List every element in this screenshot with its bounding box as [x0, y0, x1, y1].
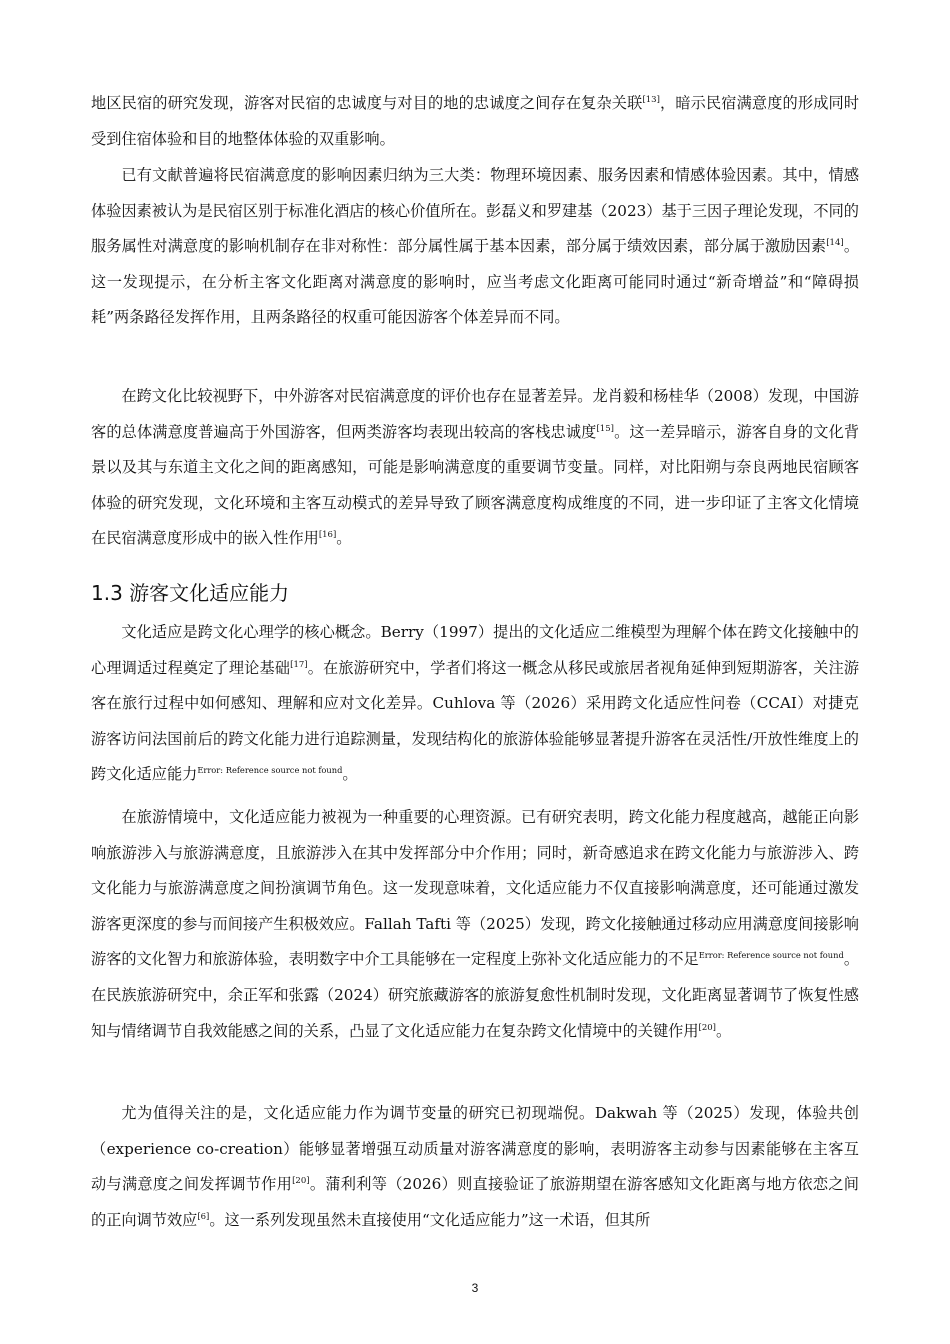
paragraph-text: 。蒲利利等（2026）则直接验证了旅游期望在游客感知文化距离与地方依恋之间的正向调节效应 — [91, 1175, 859, 1229]
paragraph-homestay-loyalty — [91, 86, 859, 157]
paragraph-text: 。在旅游研究中，学者们将这一概念从移民或旅居者视角延伸到短期游客，关注游客在旅行过程中如何感知、理解和应对文化差异。Cuhlova 等（2026）采用跨文化适应性问卷（CCAI）对捷克游客访问法国前后的跨文化能力进行追踪测量，发现结构化的旅游体验能够显著提升游客在灵活性/开放性维度上的跨文化适应能力 — [91, 658, 860, 784]
citation-marker: [13] — [642, 95, 660, 105]
paragraph-moderator-research — [91, 1096, 859, 1238]
paragraph-acculturation-concept — [91, 615, 859, 793]
paragraph-text: 地区民宿的研究发现，游客对民宿的忠诚度与对目的地的忠诚度之间存在复杂关联 — [91, 94, 643, 112]
citation-marker: [16] — [318, 530, 337, 541]
paragraph-text: ，暗示民宿满意度的形成同时受到住宿体验和目的地整体体验的双重影响。 — [91, 94, 860, 148]
citation-marker: [14] — [826, 238, 844, 249]
paragraph-text: 文化适应是跨文化心理学的核心概念。Berry（1997）提出的文化适应二维模型为理解个体在跨文化接触中的心理调适过程奠定了理论基础 — [91, 623, 859, 677]
paragraph-text: 在跨文化比较视野下，中外游客对民宿满意度的评价也存在显著差异。龙肖毅和杨桂华（2008）发现，中国游客的总体满意度普遍高于外国游客，但两类游客均表现出较高的客栈忠诚度 — [91, 387, 859, 441]
paragraph-adaptation-resource — [91, 800, 859, 1049]
paragraph-text: 。这一发现提示，在分析主客文化距离对满意度的影响时，应当考虑文化距离可能同时通过“新奇增益”和“障碍损耗”两条路径发挥作用，且两条路径的权重可能因游客个体差异而不同。 — [91, 237, 860, 327]
paragraph-text: 。 — [715, 1021, 732, 1040]
paragraph-text: 已有文献普遍将民宿满意度的影响因素归纳为三大类：物理环境因素、服务因素和情感体验因素。其中，情感体验因素被认为是民宿区别于标准化酒店的核心价值所在。彭磊义和罗建基（2023）基于三因子理论发现，不同的服务属性对满意度的影响机制存在非对称性：部分属性属于基本因素，部分属于绩效因素，部分属于激励因素 — [91, 166, 859, 256]
paragraph-text: 。 — [342, 765, 358, 784]
paragraph-text: 在旅游情境中，文化适应能力被视为一种重要的心理资源。已有研究表明，跨文化能力程度越高，越能正向影响旅游涉入与旅游满意度，且旅游涉入在其中发挥部分中介作用；同时，新奇感追求在跨文化能力与旅游涉入、跨文化能力与旅游满意度之间扮演调节角色。这一发现意味着，文化适应能力不仅直接影响满意度，还可能通过激发游客更深度的参与而间接产生积极效应。Fallah Tafti 等（2025）发现，跨文化接触通过移动应用满意度间接影响游客的文化智力和旅游体验，表明数字中介工具能够在一定程度上弥补文化适应能力的不足 — [91, 808, 859, 969]
reference-error-marker: Error: Reference source not found — [197, 765, 343, 776]
paragraph-satisfaction-factors — [91, 158, 859, 336]
page-number: 3 — [471, 1281, 479, 1295]
reference-error-marker: Error: Reference source not found — [698, 950, 844, 961]
paragraph-text: 。这一系列发现虽然未直接使用“文化适应能力”这一术语，但其所 — [209, 1210, 651, 1229]
citation-marker: [20] — [698, 1022, 716, 1033]
citation-marker: [20] — [292, 1176, 310, 1187]
paragraph-text: 。在民族旅游研究中，余正军和张露（2024）研究旅藏游客的旅游复愈性机制时发现，文化距离显著调节了恢复性感知与情绪调节自我效能感之间的关系，凸显了文化适应能力在复杂跨文化情境中的关键作用 — [91, 950, 860, 1040]
paragraph-cross-cultural-comparison — [91, 379, 859, 557]
citation-marker: [15] — [596, 423, 614, 434]
paragraph-text: 尤为值得关注的是，文化适应能力作为调节变量的研究已初现端倪。Dakwah 等（2025）发现，体验共创（experience co-creation）能够显著增强互动质量对游客满意度的影响，表明游客主动参与因素能够在主客互动与满意度之间发挥调节作用 — [91, 1104, 859, 1194]
citation-marker: [17] — [290, 659, 308, 670]
paragraph-text: 。 — [336, 529, 352, 548]
citation-marker: [6] — [197, 1211, 210, 1222]
paragraph-text: 。这一差异暗示，游客自身的文化背景以及其与东道主文化之间的距离感知，可能是影响满意度的重要调节变量。同样，对比阳朔与奈良两地民宿顾客体验的研究发现，文化环境和主客互动模式的差异导致了顾客满意度构成维度的不同，进一步印证了主客文化情境在民宿满意度形成中的嵌入性作用 — [91, 422, 860, 548]
section-heading: 1.3 游客文化适应能力 — [91, 581, 290, 605]
